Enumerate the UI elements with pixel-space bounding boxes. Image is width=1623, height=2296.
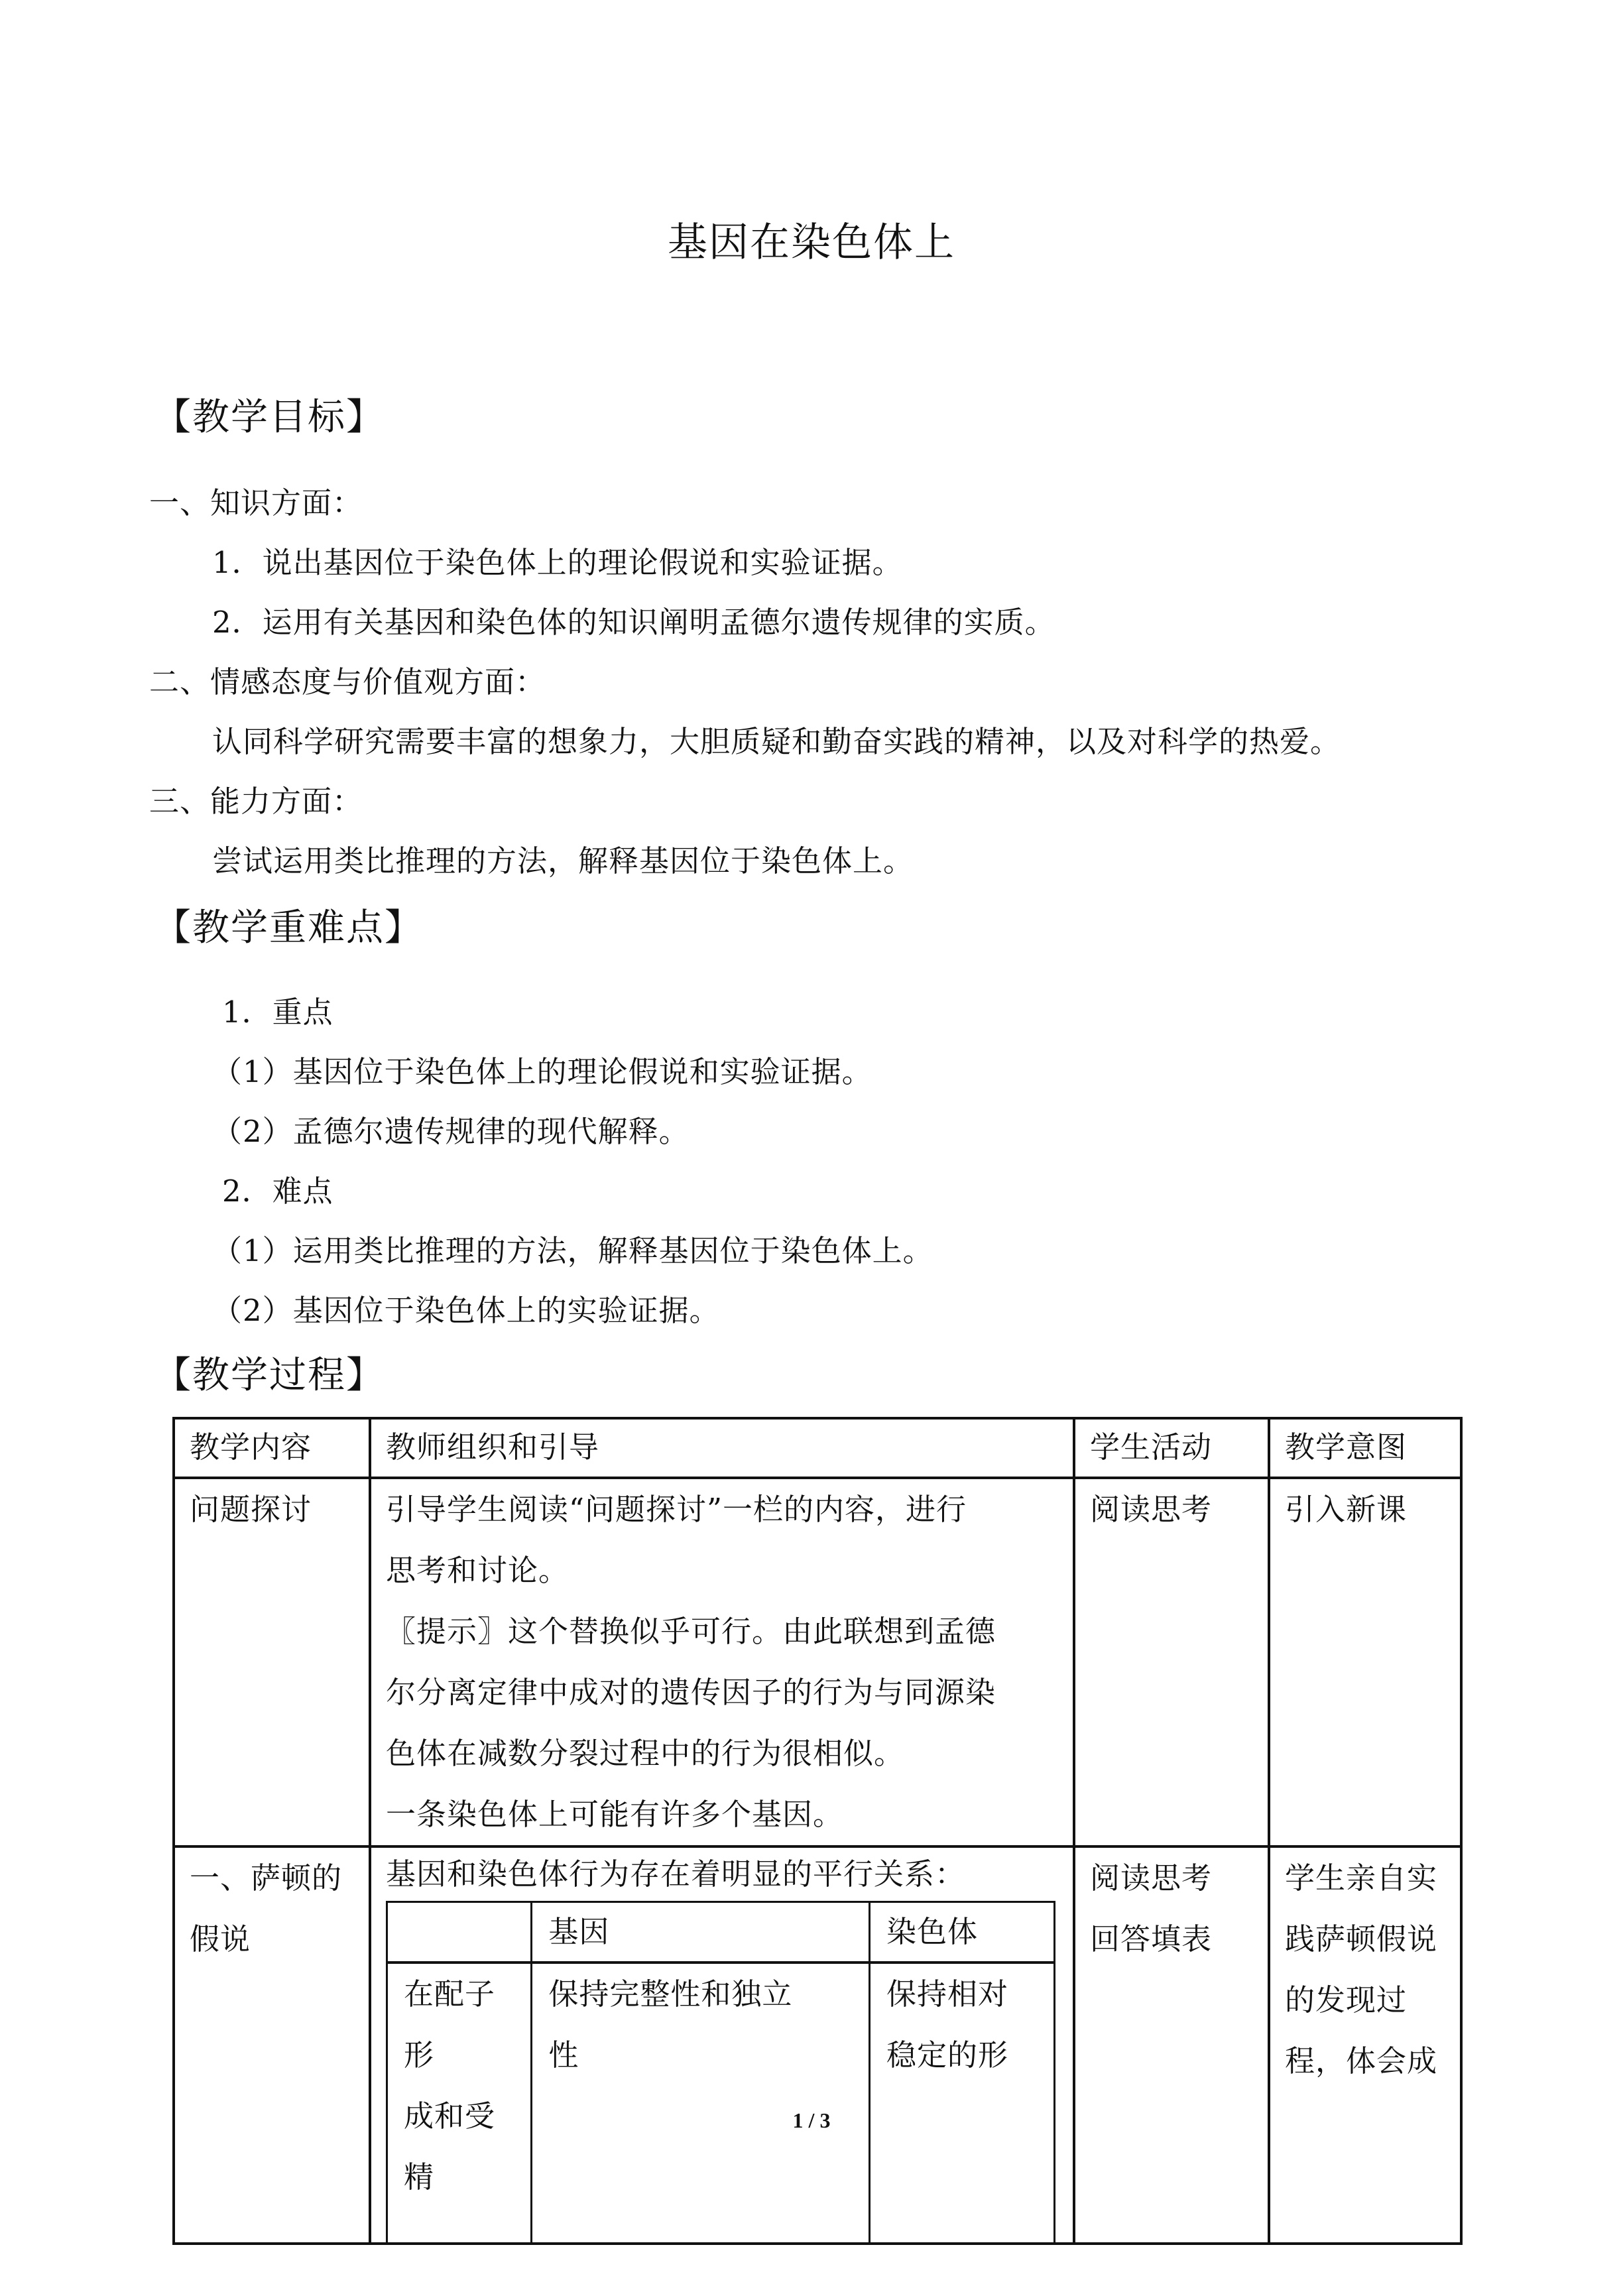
inner-cell-line: 成和受精 [404,2098,496,2195]
emotion-item-1: 认同科学研究需要丰富的想象力，大胆质疑和勤奋实践的精神，以及对科学的热爱。 [212,724,1341,759]
row1-guide-line: 引导学生阅读“问题探讨”一栏的内容，进行 [386,1492,967,1527]
inner-header-blank [387,1902,532,1963]
section-objectives-heading: 【教学目标】 [154,396,385,439]
key-item-1: （1）基因位于染色体上的理论假说和实验证据。 [212,1054,872,1089]
gene-chromosome-comparison-table [386,1901,1055,2242]
row2-content-line: 假说 [190,1921,251,1957]
row2-guide [370,1846,1074,2244]
row1-guide-line: 思考和讨论。 [386,1553,570,1588]
row1-guide-line: 〖提示〗这个替换似乎可行。由此联想到孟德 [386,1614,996,1649]
key-item-2: （2）孟德尔遗传规律的现代解释。 [212,1114,690,1149]
difficulty-item-2: （2）基因位于染色体上的实验证据。 [212,1293,720,1328]
ability-heading: 三、能力方面： [149,784,363,819]
row1-guide [370,1478,1074,1846]
row1-content: 问题探讨 [174,1478,370,1846]
row2-intent-line: 的发现过 [1285,1982,1408,2018]
inner-cell-chromosome [869,1963,1054,2242]
page-number: 1 / 3 [792,2108,831,2132]
row2-activity-line: 回答填表 [1090,1921,1213,1957]
header-guide: 教师组织和引导 [370,1418,1074,1478]
row1-intent: 引入新课 [1269,1478,1461,1846]
row1-guide-line: 色体在减数分裂过程中的行为很相似。 [386,1736,905,1771]
emotion-heading: 二、情感态度与价值观方面： [149,664,546,699]
inner-cell-line: 保持相对 [886,1976,1008,2012]
knowledge-item-1: 1．说出基因位于染色体上的理论假说和实验证据。 [212,545,903,580]
inner-header-row [387,1902,1055,1963]
row2-intent [1269,1846,1461,2244]
row2-content-line: 一、萨顿的 [190,1860,343,1896]
inner-cell-line: 保持完整性和独立 [548,1976,793,2012]
table-row [174,1478,1461,1846]
row2-content [174,1846,370,2244]
table-row [174,1846,1461,2244]
row2-intent-line: 学生亲自实 [1285,1860,1438,1896]
inner-header-gene: 基因 [532,1902,870,1963]
inner-cell-line: 在配子形 [404,1976,496,2073]
table-header-row [174,1418,1461,1478]
row2-guide-intro: 基因和染色体行为存在着明显的平行关系： [386,1856,966,1892]
inner-row [387,1963,1055,2242]
header-activity: 学生活动 [1074,1418,1269,1478]
row2-intent-line: 践萨顿假说 [1285,1921,1438,1957]
section-keypoints-heading: 【教学重难点】 [154,906,423,949]
header-intent: 教学意图 [1269,1418,1461,1478]
row1-guide-line: 尔分离定律中成对的遗传因子的行为与同源染 [386,1675,996,1710]
inner-cell-gene [532,1963,870,2242]
knowledge-heading: 一、知识方面： [149,485,363,520]
key-heading: 1．重点 [222,995,333,1030]
page-title: 基因在染色体上 [668,219,955,266]
section-process-heading: 【教学过程】 [154,1354,385,1397]
inner-cell-stage [387,1963,532,2242]
row1-guide-line: 一条染色体上可能有许多个基因。 [386,1797,844,1832]
inner-cell-line: 稳定的形 [886,2037,1008,2073]
header-content: 教学内容 [174,1418,370,1478]
row2-activity [1074,1846,1269,2244]
row2-intent-line: 程，体会成 [1285,2043,1438,2079]
row1-activity: 阅读思考 [1074,1478,1269,1846]
inner-header-chromosome: 染色体 [869,1902,1054,1963]
ability-item-1: 尝试运用类比推理的方法，解释基因位于染色体上。 [212,843,914,878]
difficulty-item-1: （1）运用类比推理的方法，解释基因位于染色体上。 [212,1233,933,1268]
knowledge-item-2: 2．运用有关基因和染色体的知识阐明孟德尔遗传规律的实质。 [212,605,1055,640]
row2-activity-line: 阅读思考 [1090,1860,1213,1896]
inner-cell-line: 性 [548,2037,579,2073]
difficulty-heading: 2．难点 [222,1174,333,1209]
